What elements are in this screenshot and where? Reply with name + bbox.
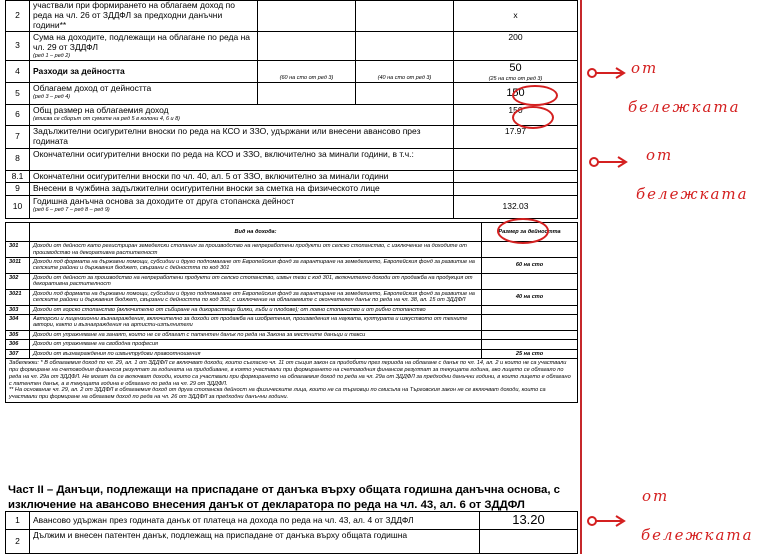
table-row <box>6 529 578 553</box>
footnote: ** На основание чл. 29, ал. 2 от ЗДДФЛ в облагаемия доход от друга стопанска дейност на физическите лица, които не са търговци по смисъла на Търговския закон не се включват доходи, които са участвали при формиране на облагаем доход по реда на чл. 26 от ЗДДФЛ за предходни данъчни години. <box>9 387 546 401</box>
footnotes <box>6 359 578 403</box>
row-description: Окончателни осигурителни вноски по чл. 40, ал. 5 от ЗЗО, включително за минали години <box>30 170 454 183</box>
row-description: Общ размер на облагаемия доход (вписва се сборът от сумите на ред 5 в колони 4, 6 и 8) <box>30 105 454 126</box>
table-row: 307 Доходи от възнаграждения по извънтрудови правоотношения 25 на сто <box>6 349 578 358</box>
header-income-type: Вид на дохода: <box>30 223 482 242</box>
table-row <box>6 196 578 219</box>
row-number: 5 <box>6 83 30 105</box>
handwritten-receipt: бележката <box>636 185 749 203</box>
row-description: Задължителни осигурителни вноски по реда на КСО и ЗЗО, удържани или внесени авансово през годината <box>30 126 454 149</box>
highlight-circle <box>497 218 549 244</box>
row-number: 7 <box>6 126 30 149</box>
notes-row <box>6 359 578 403</box>
table-row <box>6 83 578 105</box>
table-row: 305 Доходи от упражняване на занаят, които не се облагат с патентен данък по реда на Закона за местните данъци и такси <box>6 330 578 339</box>
table-row: 306 Доходи от упражняване на свободна професия <box>6 340 578 349</box>
row-number: 3 <box>6 32 30 61</box>
table-row <box>6 126 578 149</box>
table-row <box>6 61 578 83</box>
row-number: 8.1 <box>6 170 30 183</box>
highlight-circle <box>512 106 554 129</box>
row-number: 2 <box>6 1 30 32</box>
table-row: 3011 Доходи под формата на държавни помощи, субсидии и друго подпомагане от Европейския фонд за гарантиране на земеделието, Европейския фонд за развитие на селските райони и държавния бюджет, свързани с дейността по код 301 60 на сто <box>6 258 578 274</box>
row-description <box>30 1 258 32</box>
table-row <box>6 512 578 530</box>
row-value: 50 (25 на сто от ред 3) <box>454 61 578 83</box>
part2-form <box>5 511 578 554</box>
table-row <box>6 183 578 196</box>
footnote: Забележки: * В облагаемия доход по чл. 29, ал. 1 от ЗДДФЛ се включват доходи, които съгласно чл. 11 от същия закон са придобити през периода на облагане с данък по чл. 14, ал. 2 и които не са участвали при формиране на счетоводния финансов резултат за годината на придобиване, в която участвали при формирането на счетоводния финансов резултат за текущата година, ако лицето се облагало по реда на чл. 29а от ЗДДФЛ. Не могат да се включват доходи, които са участвали при формирането на облагаемия доход по реда на чл. 29а от ЗДДФЛ за предходни данъчни години, в които лицето е облагано с патентен данък, а в текущата година е облагано по реда на чл. 29 от ЗДДФЛ. <box>9 360 571 387</box>
table-row <box>6 148 578 170</box>
row-value <box>454 148 578 170</box>
row-number: 1 <box>6 512 30 530</box>
table-row <box>6 1 578 32</box>
row-description: Окончателни осигурителни вноски по реда на КСО и ЗЗО, включително за минали години, в т.ч.: <box>30 148 454 170</box>
margin-line <box>580 0 582 554</box>
row-description: Годишна данъчна основа за доходите от друга стопанска дейност (ред 6 – ред 7 – ред 8 – ред 9) <box>30 196 454 219</box>
row-description: Облагаем доход от дейността (ред 3 – ред 4) <box>30 83 258 105</box>
table-row: 304 Авторски и лицензионни възнаграждения, включително за доходи от продажба на изобретения, произведения на науката, културата и изкуството от техните автори, както и възнаграждения на артисти-изпълнители <box>6 315 578 331</box>
row-value: 132.03 <box>454 196 578 219</box>
row-number: 2 <box>6 529 30 553</box>
row-description: Авансово удържан през годината данък от платеца на дохода по реда на чл. 43, ал. 4 от ЗДДФЛ <box>30 512 480 530</box>
header-rate: Размер за дейността <box>482 223 578 242</box>
handwritten-from: от <box>646 146 674 164</box>
row-description: Разходи за дейността <box>30 61 258 83</box>
row-subnote: (60 на сто от ред 3) <box>258 61 356 83</box>
handwritten-receipt: бележката <box>641 526 754 544</box>
handwritten-from: от <box>642 487 670 505</box>
row-text: участвали при формирането на облагаем доход по реда на чл. 26 от ЗДДФЛ за предходни данъчни години** <box>33 0 235 30</box>
row-note: (ред 1 – ред 2) <box>33 52 71 59</box>
row-value: 17.97 <box>454 126 578 149</box>
row-value: 200 <box>454 32 578 61</box>
row-value: 150 <box>454 83 578 105</box>
row-number: 4 <box>6 61 30 83</box>
row-number: 10 <box>6 196 30 219</box>
row-number: 6 <box>6 105 30 126</box>
row-value: x <box>454 1 578 32</box>
row-value: 13.20 <box>480 512 578 530</box>
row-description: Внесени в чужбина задължителни осигурителни вноски за сметка на физическото лице <box>30 183 454 196</box>
table-row: 302 Доходи от дейност за производство на непреработени продукти от селско стопанство, извън тези с код 301, включително доходи от продажба на продукция от декоративна растителност <box>6 273 578 289</box>
table-row <box>6 170 578 183</box>
row-subnote: (40 на сто от ред 3) <box>356 61 454 83</box>
arrow-icon <box>588 155 630 169</box>
table-row: 3021 Доходи под формата на държавни помощи, субсидии и друго подпомагане от Европейския фонд за гарантиране на земеделието, Европейския фонд за развитие на селските райони и държавния бюджет, свързани с дейността по код 302, с изключение на облагаемите с окончателен данък по реда на чл. 38, ал. 15 от ЗДДФЛ 40 на сто <box>6 289 578 305</box>
part1-form <box>5 0 578 403</box>
row-value <box>454 170 578 183</box>
row-value <box>454 183 578 196</box>
handwritten-receipt: бележката <box>628 98 741 116</box>
handwritten-from: от <box>631 59 659 77</box>
row-value: 150 <box>454 105 578 126</box>
table-header-row <box>6 223 578 242</box>
table-row: 303 Доходи от горско стопанство (включително от събиране на дикорастящи билки, гъби и плодове); от ловно стопанство и от рибно стопанство <box>6 305 578 314</box>
row-description: Дължим и внесен патентен данък, подлежащ на приспадане от данъка върху общата годишна <box>30 529 480 553</box>
row-description: Сума на доходите, подлежащи на облагане по реда на чл. 29 от ЗДДФЛ (ред 1 – ред 2) <box>30 32 258 61</box>
arrow-icon <box>586 66 628 80</box>
part2-table <box>5 511 578 554</box>
table-row <box>6 32 578 61</box>
part2-title: Част II – Данъци, подлежащи на приспадане от данъка върху общата годишна данъчна основа, с изключение на авансово внесения данък от декларатора по реда на чл. 43, ал. 6 от ЗДДФЛ <box>8 484 561 511</box>
row-value <box>480 529 578 553</box>
income-codes-table <box>5 222 578 403</box>
highlight-circle <box>512 85 558 106</box>
arrow-icon <box>586 514 628 528</box>
table-row: 301 Доходи от дейност като регистриран земеделски стопанин за производство на непреработени продукти от селско стопанство, с изключение на доходите от производство на декоративна растителност <box>6 242 578 258</box>
table-row <box>6 105 578 126</box>
row-number: 9 <box>6 183 30 196</box>
row-number: 8 <box>6 148 30 170</box>
part1-table <box>5 0 578 219</box>
